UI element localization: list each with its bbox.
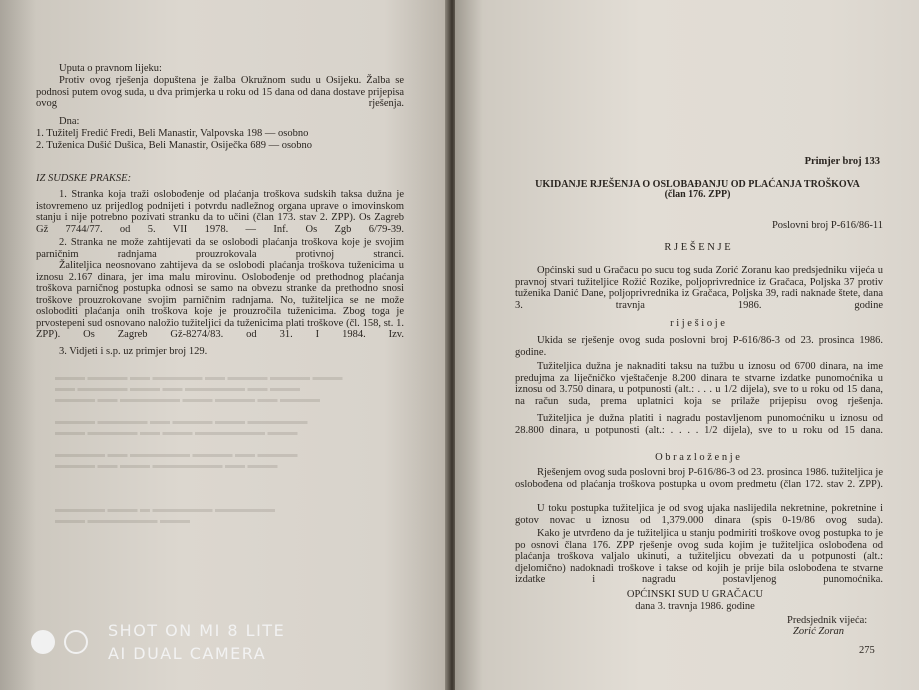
case-number: Poslovni broj P-616/86-11 — [771, 220, 883, 231]
reasoning-paragraph-2: U toku postupka tužiteljica je od svog ujaka naslijedila nekretnine, pokretnine i gotov novac u iznosu od 1,379.000 dinara (spis 0-19/86 ovog suda). — [515, 503, 883, 526]
delivery-item: 2. Tuženica Dušić Dušica, Beli Manastir, Osiječka 689 — osobno — [36, 140, 313, 151]
reasoning-paragraph-3: Kako je utvrđeno da je tužiteljica u stanju podmiriti troškove ovog postupka to je po osnovi člana 176. ZPP rješenje ovog suda kojim je tužiteljica oslobođena od plaćanja troškova valjalo ukinuti, a tužiteljicu obvezati da u potpunosti (alt.: djelomično) nadoknadi troškove i takse od kojih je prije bila oslobođena te stvarne izdatke i nagradu postavljenog punomoćnika. — [515, 528, 883, 585]
decision-title: R J E Š E N J E — [664, 242, 731, 253]
lens-ring-icon — [64, 630, 88, 654]
instruction-text: Protiv ovog rješenja dopuštena je žalba Okružnom sudu u Osijeku. Žalba se podnosi putem ovog suda, u dva primjerka u roku od 15 dana od dana dostave prijepisa ovog rješenja. — [36, 75, 404, 109]
practice-paragraph-1: 1. Stranka koja traži oslobođenje od plaćanja troškova sudskih taksa dužna je istovremeno uz prijedlog podnijeti i potvrdu nadležnog organa uprave o imovinskom stanju i nije potrebno pozivati stranku da to učini (član 173. stav 2. ZPP). Os Zagreb Gž 7744/77. od 5. VII 1978. — Inf. Os Zgb 6/79-39. — [36, 189, 404, 235]
practice-paragraph-2a: 2. Stranka ne može zahtijevati da se oslobodi plaćanja troškova koje je svojim parničnim radnjama prouzrokovala protivnoj stranci. — [36, 237, 404, 260]
delivery-title: Dna: — [59, 116, 80, 127]
example-label: Primjer broj 133 — [804, 156, 880, 167]
heading-article: (član 176. ZPP) — [664, 189, 731, 200]
ruling-paragraph-1: Ukida se rješenje ovog suda poslovni broj P-616/86-3 od 23. prosinca 1986. godine. — [515, 335, 883, 358]
court-name: OPĆINSKI SUD U GRAČACU — [626, 589, 764, 600]
left-page — [0, 0, 452, 690]
heading-title: UKIDANJE RJEŠENJA O OSLOBAĐANJU OD PLAĆANJA TROŠKOVA — [535, 179, 860, 190]
watermark-line-1: SHOT ON MI 8 LITE — [108, 621, 286, 640]
court-date: dana 3. travnja 1986. godine — [635, 601, 755, 612]
bleed-through-text: ▬▬▬ ▬▬▬▬ ▬▬ ▬▬▬▬▬ ▬▬ ▬▬▬▬ ▬▬▬▬ ▬▬▬ ▬▬ ▬▬▬▬▬ ▬▬▬ ▬▬ ▬▬▬▬▬▬ ▬▬ ▬▬▬ ▬▬▬▬ ▬▬ ▬▬▬▬▬▬ ▬▬▬ ▬▬▬▬ ▬▬ ▬▬▬▬ ▬▬▬▬ ▬▬▬▬▬ ▬▬ ▬▬▬▬ ▬▬▬ ▬▬▬▬▬▬ ▬▬▬ ▬▬▬▬▬ ▬▬ ▬▬▬ ▬▬▬▬▬▬▬ ▬▬▬ ▬▬▬▬▬ ▬▬ ▬▬▬▬▬▬ ▬▬▬▬ ▬▬ ▬▬▬▬ ▬▬▬▬ ▬▬ ▬▬▬ ▬▬▬▬▬▬▬ ▬▬ ▬▬▬ ▬▬▬▬▬ ▬▬▬ ▬ ▬▬▬▬▬▬ ▬▬▬▬▬▬ ▬▬▬ ▬▬▬▬▬▬▬ ▬▬▬ — [55, 372, 343, 526]
practice-title: IZ SUDSKE PRAKSE: — [36, 173, 132, 184]
reasoning-title: O b r a z l o ž e n j e — [655, 452, 740, 463]
president-name: Zorić Zoran — [793, 626, 845, 637]
delivery-item: 1. Tužitelj Fredić Fredi, Beli Manastir, Valpovska 198 — osobno — [36, 128, 309, 139]
right-page — [455, 0, 919, 690]
president-label: Predsjednik vijeća: — [787, 615, 868, 626]
ruling-paragraph-3: Tužiteljica je dužna platiti i nagradu postavljenom punomoćniku u iznosu od 28.800 dinara, u potpunosti (alt.: . . . . 1/2 dijela), sve to u roku od 15 dana. — [515, 413, 883, 436]
watermark-line-2: AI DUAL CAMERA — [108, 644, 267, 663]
decision-intro: Općinski sud u Gračacu po sucu tog suda Zorić Zoranu kao predsjedniku vijeća u pravnoj stvari tužiteljice Rožić Rozike, poljoprivrednice iz Gračaca, Poljska 37 protiv tuženika Danić Dane, poljoprivrednika iz Gračaca, Poljska 39, radi naknade štete, dana 3. travnja 1986. godine — [515, 265, 883, 311]
resolved-label: r i j e š i o j e — [670, 318, 725, 329]
lens-dot-icon — [31, 630, 55, 654]
ruling-paragraph-2: Tužiteljica dužna je naknaditi taksu na tužbu u iznosu od 6700 dinara, na ime predujma za liječničko vještačenje 8.200 dinara te stvarne izdatke punomoćnika u iznosu od 3.750 dinara, u potpunosti (alt.: . . . u 1/2 dijela), sve to u roku od 15 dana, na račun suda, prema uplatnici koja se prilaže prijepisu ovog rješenja. — [515, 361, 883, 407]
practice-paragraph-2b: Žaliteljica neosnovano zahtijeva da se oslobodi plaćanja troškova tuženicima u iznosu 2.167 dinara, jer ima malu mirovinu. Oslobođenje od prethodnog plaćanja troškova parničnog postupka odnosi se samo na obvezu stranke da prethodno snosi troškove prouzrokovane svojim parničnim radnjama. No, tužiteljica se ne može osloboditi plaćanja onih troškova koje je prouzročila tuženicima. Zbog toga je prvostepeni sud osnovano naložio tužiteljici da tuženicima plati troškove (čl. 158, st. 1. ZPP). Os Zagreb Gž-8274/83. od 31. I 1984. Izv. — [36, 260, 404, 340]
reasoning-paragraph-1: Rješenjem ovog suda poslovni broj P-616/86-3 od 23. prosinca 1986. tužiteljica je oslobođena od plaćanja troškova postupka u ovom predmetu (član 172. stav 2. ZPP). — [515, 467, 883, 490]
page-number: 275 — [859, 645, 875, 656]
practice-paragraph-3: 3. Vidjeti i s.p. uz primjer broj 129. — [59, 346, 208, 357]
instruction-title: Uputa o pravnom lijeku: — [59, 63, 162, 74]
